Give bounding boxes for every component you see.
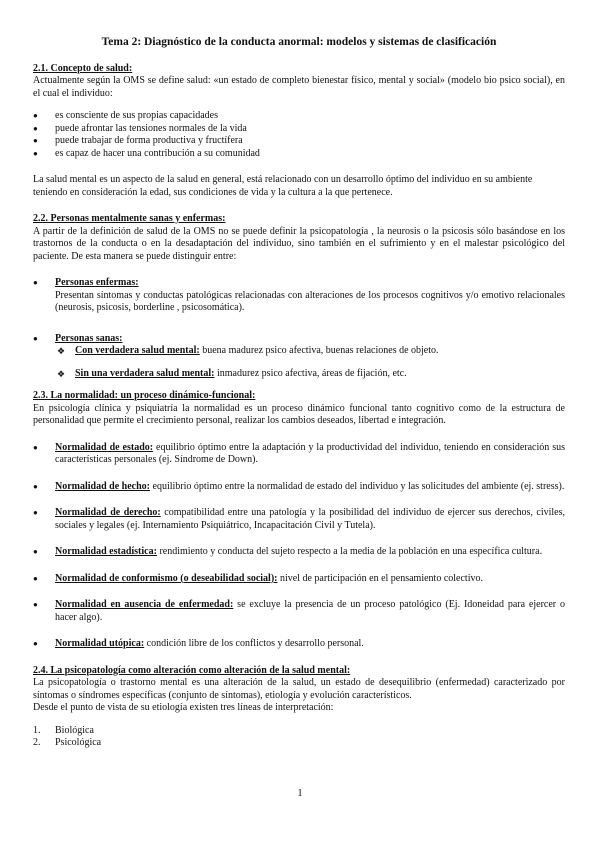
bullet-icon: ● [33,278,38,287]
bullet-icon: ● [33,333,38,343]
sanas-subitem [33,345,565,358]
subitem-text: inmadurez psico afectiva, áreas de fijación, etc. [214,367,407,379]
bullet-icon: ● [33,600,38,609]
normality-item [33,599,565,624]
normality-item [33,442,565,467]
diamond-bullet-icon: ❖ [57,346,66,356]
bullet-icon: ● [33,573,38,583]
normality-item [33,507,565,532]
list-item: 1. Biológica [33,724,94,736]
normality-item [33,573,565,586]
normality-text: equilibrio óptimo entre la adaptación y la productividad del individuo, teniendo en consideración sus características personales (ej. Síndrome de Down). [55,441,565,465]
sanas-item [33,333,565,346]
sanas-subitem [33,368,565,381]
section-heading-2-3: 2.3. La normalidad: un proceso dinámico-funcional: [33,390,256,401]
section-2-3-intro: En psicología clínica y psiquiatría la normalidad es un proceso dinámico funcional tanto cognitivo como de la estructura de personalidad que permite el crecimiento personal, realizar los cambios deseados, libertad e integración. [33,402,565,426]
normality-label: Normalidad utópica: [55,638,145,649]
normality-text: equilibrio óptimo entre la normalidad de estado del individuo y las solicitudes del ambiente (ej. stress). [150,480,565,492]
section-2-4-intro: La psicopatología o trastorno mental es una alteración de la salud, un estado de desequilibrio (enfermedad) caracterizado por síntomas o síndromes específicas (conjunto de síntomas), etiología y evolución característicos. [33,677,565,701]
section-2-1-paragraph-cont: teniendo en consideración la edad, sus condiciones de vida y la cultura a la que pertenece. [33,186,393,198]
diamond-bullet-icon: ❖ [57,368,66,379]
normality-label: Normalidad de estado: [55,441,154,453]
normality-text: rendimiento y conducta del sujeto respecto a la media de la población en una específica cultura. [156,546,543,557]
normality-label: Normalidad estadística: [55,546,157,557]
normality-text: condición libre de los conflictos y desarrollo personal. [144,638,364,649]
section-2-1-intro: Actualmente según la OMS se define salud: «un estado de completo bienestar físico, mental y social» (modelo bio psico social), en el cual el individuo: [33,75,565,99]
subitem-label: Con verdadera salud mental: [75,345,200,356]
document-page [33,30,565,750]
bullet-icon: ● [33,639,38,648]
normality-text: compatibilidad entre una patología y la posibilidad del individuo de ejercer sus derechos, civiles, sociales y legales (ej. Internamiento Psiquiátrico, Incapacitación Civil y Tutela). [55,507,565,531]
enfermas-item [33,277,565,290]
list-item: ● es consciente de sus propias capacidades [33,110,565,123]
document-title: Tema 2: Diagnóstico de la conducta anormal: modelos y sistemas de clasificación [101,36,497,48]
enfermas-text: Presentan síntomas y conductas patológicas relacionadas con alteraciones de los procesos cognitivos y/o emotivo relacionales (neurosis, psicosis, borderline , psicosomática). [55,289,565,313]
list-item: ● es capaz de hacer una contribución a su comunidad [33,148,565,161]
subitem-label: Sin una verdadera salud mental: [75,367,215,379]
section-2-1-paragraph: La salud mental es un aspecto de la salud en general, está relacionado con un desarrollo óptimo del individuo en su ambiente [33,174,533,185]
section-heading-2-1: 2.1. Concepto de salud: [33,62,133,74]
normality-label: Normalidad de hecho: [55,480,150,492]
etiology-list [33,725,565,750]
page-number: 1 [297,788,303,799]
list-item: 2. Psicológica [33,737,102,748]
normality-label: Normalidad de conformismo (o deseabilidad social): [55,572,278,584]
list-item: ● puede afrontar las tensiones normales de la vida [33,123,565,136]
bullet-icon: ● [33,547,38,556]
list-item: ● puede trabajar de forma productiva y fructífera [33,135,565,148]
normality-label: Normalidad en ausencia de enfermedad: [55,599,234,610]
bullet-icon: ● [33,481,38,491]
section-heading-2-2: 2.2. Personas mentalmente sanas y enfermas: [33,213,226,224]
sanas-label: Personas sanas: [55,332,123,344]
normality-text: se excluye la presencia de un proceso patológico (Ej. Idoneidad para ejercer o hacer algo). [55,599,565,623]
normality-item [33,546,565,559]
normality-text: nivel de participación en el pensamiento colectivo. [277,572,483,584]
subitem-text: buena madurez psico afectiva, buenas relaciones de objeto. [199,345,439,356]
normality-item [33,481,565,494]
section-heading-2-4: 2.4. La psicopatología como alteración como alteración de la salud mental: [33,664,351,676]
bullet-icon: ● [33,508,38,517]
normality-item [33,638,565,651]
section-2-4-intro-2: Desde el punto de vista de su etiología existen tres líneas de interpretación: [33,702,334,713]
normality-label: Normalidad de derecho: [55,507,161,518]
health-criteria-list [33,110,565,160]
enfermas-label: Personas enfermas: [55,277,139,288]
section-2-2-intro: A partir de la definición de salud de la OMS no se puede definir la psicopatología , la neurosis o la psicosis sólo basándose en los trastornos de la conducta o en la desadaptación del individuo, sino también en el sufrimiento y en el malestar psicológico del paciente. De esta manera se puede distinguir entre: [33,225,565,262]
bullet-icon: ● [33,442,38,452]
